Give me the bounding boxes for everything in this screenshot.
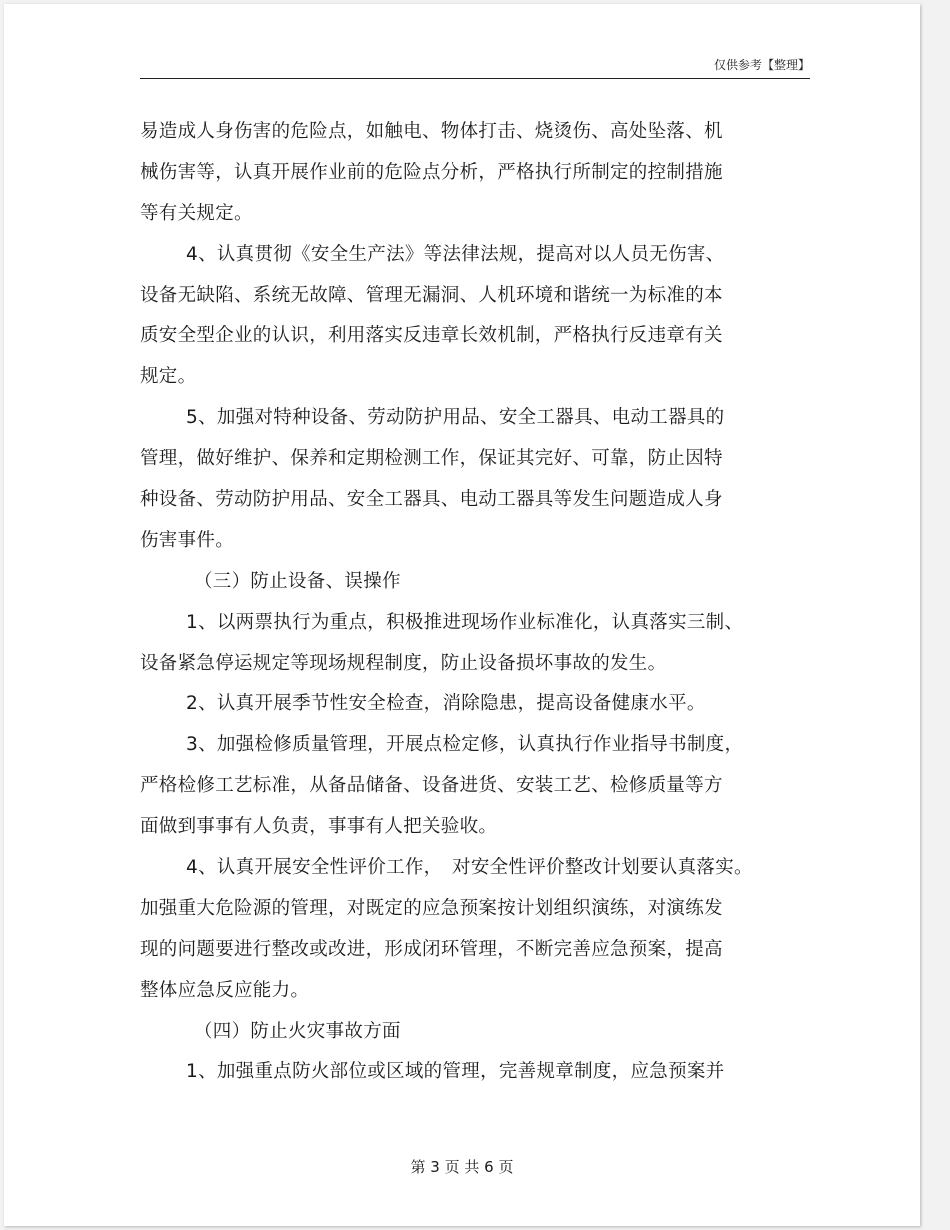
text-line: 严格检修工艺标准，从备品储备、设备进货、安装工艺、检修质量等方 bbox=[140, 775, 723, 797]
paragraph-start: 2、认真开展季节性安全检查，消除隐患，提高设备健康水平。 bbox=[186, 693, 706, 715]
text-line: 等有关规定。 bbox=[140, 202, 253, 224]
page-footer: 第 3 页 共 6 页 bbox=[410, 1158, 514, 1176]
text-line: 种设备、劳动防护用品、安全工器具、电动工器具等发生问题造成人身 bbox=[140, 489, 723, 511]
paragraph-start: 4、认真贯彻《安全生产法》等法律法规，提高对以人员无伤害、 bbox=[186, 243, 725, 265]
paragraph-start: 1、加强重点防火部位或区域的管理，完善规章制度，应急预案并 bbox=[186, 1061, 725, 1083]
text-line: 现的问题要进行整改或改进，形成闭环管理，不断完善应急预案，提高 bbox=[140, 938, 723, 960]
text-line: 设备紧急停运规定等现场规程制度，防止设备损坏事故的发生。 bbox=[140, 652, 667, 674]
document-page bbox=[4, 4, 920, 1226]
text-line: 械伤害等，认真开展作业前的危险点分析，严格执行所制定的控制措施 bbox=[140, 161, 723, 183]
page-header bbox=[140, 54, 810, 79]
paragraph-start: 1、以两票执行为重点，积极推进现场作业标准化，认真落实三制、 bbox=[186, 611, 744, 633]
text-line: 设备无缺陷、系统无故障、管理无漏洞、人机环境和谐统一为标准的本 bbox=[140, 284, 723, 306]
section-heading: （四）防止火灾事故方面 bbox=[194, 1020, 401, 1042]
section-heading: （三）防止设备、误操作 bbox=[194, 570, 401, 592]
text-line: 伤害事件。 bbox=[140, 529, 235, 551]
paragraph-start: 5、加强对特种设备、劳动防护用品、安全工器具、电动工器具的 bbox=[186, 407, 725, 429]
header-label: 仅供参考【整理】 bbox=[713, 58, 810, 72]
text-line: 整体应急反应能力。 bbox=[140, 979, 310, 1001]
text-line: 面做到事事有人负责，事事有人把关验收。 bbox=[140, 816, 498, 838]
paragraph-start: 3、加强检修质量管理，开展点检定修，认真执行作业指导书制度， bbox=[186, 734, 744, 756]
text-line: 易造成人身伤害的危险点，如触电、物体打击、烧烫伤、高处坠落、机 bbox=[140, 121, 723, 142]
paragraph-start: 4、认真开展安全性评价工作， 对安全性评价整改计划要认真落实。 bbox=[186, 857, 753, 879]
body-text bbox=[140, 112, 820, 1093]
text-line: 规定。 bbox=[140, 366, 197, 388]
text-line: 管理，做好维护、保养和定期检测工作，保证其完好、可靠，防止因特 bbox=[140, 448, 723, 470]
text-line: 质安全型企业的认识，利用落实反违章长效机制，严格执行反违章有关 bbox=[140, 325, 723, 347]
text-line: 加强重大危险源的管理，对既定的应急预案按计划组织演练，对演练发 bbox=[140, 897, 723, 919]
